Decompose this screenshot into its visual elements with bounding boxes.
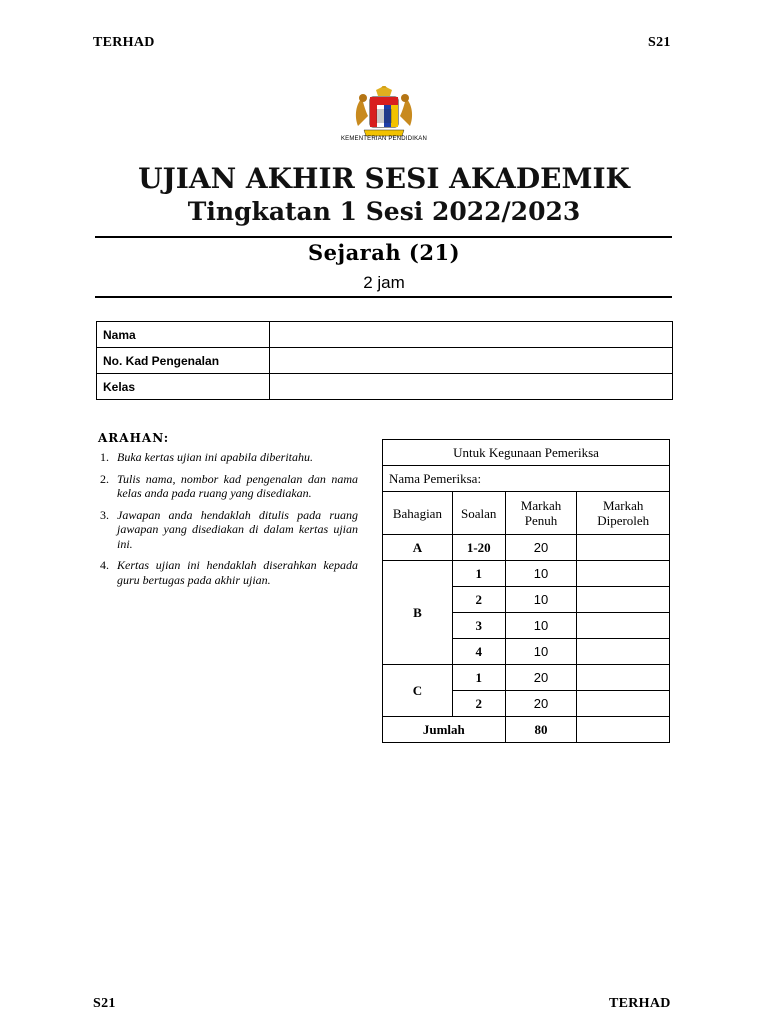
column-header-section: Bahagian bbox=[383, 492, 453, 535]
list-item bbox=[100, 558, 358, 587]
exam-title: UJIAN AKHIR SESI AKADEMIK bbox=[138, 162, 630, 195]
header-classification: TERHAD bbox=[93, 35, 155, 50]
table-row bbox=[383, 466, 670, 492]
ic-field[interactable] bbox=[270, 348, 673, 374]
list-item bbox=[100, 472, 358, 501]
marks-obtained-cell[interactable] bbox=[577, 639, 670, 665]
item-number: 4. bbox=[100, 558, 109, 572]
marks-obtained-cell[interactable] bbox=[577, 587, 670, 613]
question-cell: 2 bbox=[452, 691, 505, 717]
divider-bottom bbox=[95, 296, 672, 298]
marks-obtained-cell[interactable] bbox=[577, 561, 670, 587]
footer-code: S21 bbox=[93, 996, 116, 1011]
full-marks-cell: 10 bbox=[505, 613, 577, 639]
total-full-marks: 80 bbox=[505, 717, 577, 743]
marks-obtained-cell[interactable] bbox=[577, 613, 670, 639]
item-text: Jawapan anda hendaklah ditulis pada ruang jawapan yang disediakan di dalam kertas ujian ini. bbox=[117, 507, 358, 551]
divider-top bbox=[95, 236, 672, 238]
full-marks-cell: 10 bbox=[505, 561, 577, 587]
item-text: Buka kertas ujian ini apabila diberitahu. bbox=[117, 450, 313, 464]
total-label: Jumlah bbox=[383, 717, 506, 743]
table-row bbox=[383, 665, 670, 691]
marks-obtained-cell[interactable] bbox=[577, 691, 670, 717]
question-cell: 1-20 bbox=[452, 535, 505, 561]
question-cell: 2 bbox=[452, 587, 505, 613]
full-marks-cell: 20 bbox=[505, 665, 577, 691]
name-label: Nama bbox=[97, 322, 270, 348]
header-code: S21 bbox=[648, 35, 671, 50]
footer-classification: TERHAD bbox=[609, 996, 671, 1011]
exam-duration: 2 jam bbox=[363, 273, 405, 292]
table-row bbox=[383, 440, 670, 466]
examiner-title: Untuk Kegunaan Pemeriksa bbox=[383, 440, 670, 466]
instructions-heading: ARAHAN: bbox=[98, 431, 170, 445]
question-cell: 3 bbox=[452, 613, 505, 639]
exam-session: Tingkatan 1 Sesi 2022/2023 bbox=[187, 197, 581, 226]
table-row bbox=[97, 348, 673, 374]
full-marks-cell: 20 bbox=[505, 535, 577, 561]
full-marks-cell: 10 bbox=[505, 587, 577, 613]
examiner-marks-table bbox=[382, 439, 670, 743]
student-info-table bbox=[96, 321, 673, 400]
marks-obtained-cell[interactable] bbox=[577, 535, 670, 561]
table-row bbox=[383, 561, 670, 587]
column-header-full-marks: Markah Penuh bbox=[505, 492, 577, 535]
subject-title: Sejarah (21) bbox=[307, 240, 461, 265]
full-marks-cell: 10 bbox=[505, 639, 577, 665]
section-cell: B bbox=[383, 561, 453, 665]
item-number: 2. bbox=[100, 471, 109, 486]
question-cell: 1 bbox=[452, 665, 505, 691]
section-cell: A bbox=[383, 535, 453, 561]
examiner-name-field[interactable]: Nama Pemeriksa: bbox=[383, 466, 670, 492]
column-header-marks-obtained: Markah Diperoleh bbox=[577, 492, 670, 535]
full-marks-cell: 20 bbox=[505, 691, 577, 717]
section-cell: C bbox=[383, 665, 453, 717]
marks-obtained-cell[interactable] bbox=[577, 665, 670, 691]
ministry-name: KEMENTERIAN PENDIDIKAN bbox=[340, 136, 428, 142]
class-field[interactable] bbox=[270, 374, 673, 400]
total-marks-obtained-cell[interactable] bbox=[577, 717, 670, 743]
instructions-list bbox=[100, 450, 358, 594]
item-number: 3. bbox=[100, 507, 109, 522]
table-row bbox=[97, 374, 673, 400]
question-cell: 4 bbox=[452, 639, 505, 665]
table-row bbox=[97, 322, 673, 348]
table-row bbox=[383, 535, 670, 561]
name-field[interactable] bbox=[270, 322, 673, 348]
ic-label: No. Kad Pengenalan bbox=[97, 348, 270, 374]
item-number: 1. bbox=[100, 450, 109, 464]
table-total-row bbox=[383, 717, 670, 743]
column-header-question: Soalan bbox=[452, 492, 505, 535]
list-item bbox=[100, 450, 358, 465]
item-text: Kertas ujian ini hendaklah diserahkan kepada guru bertugas pada akhir ujian. bbox=[117, 558, 358, 587]
table-header-row bbox=[383, 492, 670, 535]
question-cell: 1 bbox=[452, 561, 505, 587]
list-item bbox=[100, 508, 358, 552]
class-label: Kelas bbox=[97, 374, 270, 400]
item-text: Tulis nama, nombor kad pengenalan dan nama kelas anda pada ruang yang disediakan. bbox=[117, 471, 358, 500]
